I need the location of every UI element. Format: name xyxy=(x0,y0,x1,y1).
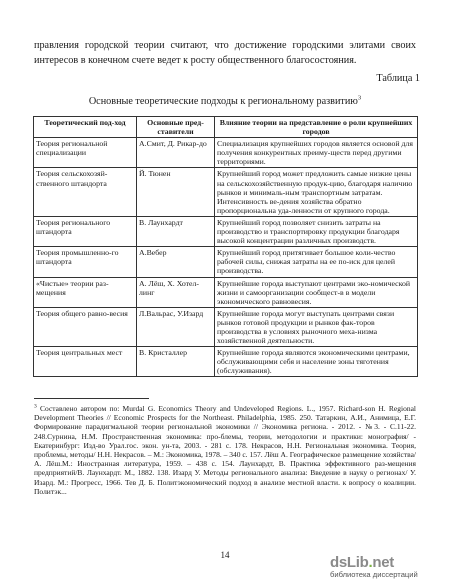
table-caption-text: Основные теоретические подходы к региональному развитию xyxy=(88,96,358,107)
cell-representatives: А.Вебер xyxy=(137,247,215,277)
cell-approach: Теория центральных мест xyxy=(34,347,137,377)
cell-approach: Теория общего равно-весия xyxy=(34,307,137,346)
dslib-logo: dsLib.net xyxy=(330,554,394,571)
table-row xyxy=(34,347,418,377)
header-influence: Влияние теории на представление о роли крупнейших городов xyxy=(215,117,418,138)
cell-representatives: А.Смит, Д. Рикар-до xyxy=(137,138,215,168)
dslib-tagline: библиотека диссертаций xyxy=(330,570,418,579)
cell-approach: Теория регионального штандорта xyxy=(34,216,137,246)
cell-influence: Крупнейшие города являются экономическими центрами, обслуживающими себя и население зоны тяготения (обслуживания). xyxy=(215,347,418,377)
cell-influence: Крупнейший город притягивает большое коли-чество рабочей силы, снижая затраты на ее по-иск для целей производства. xyxy=(215,247,418,277)
table-row xyxy=(34,277,418,307)
footnote-ref: 3 xyxy=(34,403,37,410)
table-row xyxy=(34,247,418,277)
table-number: Таблица 1 xyxy=(376,73,420,84)
cell-influence: Крупнейшие города выступают центрами эко-номической жизни и самоорганизации сообщест-в в модели экономического равновесия. xyxy=(215,277,418,307)
theories-table xyxy=(33,116,418,377)
cell-approach: Теория промышленно-го штандорта xyxy=(34,247,137,277)
cell-representatives: В. Лаунхардт xyxy=(137,216,215,246)
table-caption xyxy=(0,95,450,108)
body-paragraph: правления городской теории считают, что достижение городскими элитами своих интересов в конечном счете ведет к росту общественного благосостояния. xyxy=(34,40,416,66)
table-caption-footnote-ref[interactable]: 3 xyxy=(357,94,362,102)
table-row xyxy=(34,168,418,216)
cell-influence: Крупнейший город может предложить самые низкие цены на сельскохозяйственную продук-цию, благодаря наличию рынков и минималь-ным транспортным затратам. Интенсивность ве-дения хозяйства обратно пропорциональна уда-ленности от крупного города. xyxy=(215,168,418,216)
dslib-watermark[interactable] xyxy=(326,554,444,580)
cell-influence: Крупнейший город позволяет снизить затраты на производство и транспортировку продукции благодаря высокой концентрации различных производств. xyxy=(215,216,418,246)
table-row xyxy=(34,307,418,346)
header-representatives: Основные пред-ставители xyxy=(137,117,215,138)
header-approach: Теоретический под-ход xyxy=(34,117,137,138)
cell-influence: Крупнейшие города могут выступать центрами связи рынков готовой продукции и рынков фак-торов производства в условиях рыночного меха-низма хозяйственной деятельности. xyxy=(215,307,418,346)
footnote xyxy=(34,404,416,496)
footnote-divider xyxy=(34,398,149,399)
cell-representatives: Й. Тюнен xyxy=(137,168,215,216)
page-number: 14 xyxy=(220,550,230,560)
table-row xyxy=(34,138,418,168)
cell-representatives: В. Кристаллер xyxy=(137,347,215,377)
cell-approach: Теория региональной специализации xyxy=(34,138,137,168)
cell-representatives: Л.Вальрас, У.Изард xyxy=(137,307,215,346)
cell-approach: Теория сельскохозяй-ственного штандорта xyxy=(34,168,137,216)
table-row xyxy=(34,216,418,246)
table-header-row xyxy=(34,117,418,138)
footnote-text: Составлено автором по: Murdal G. Economics Theory and Undeveloped Regions. L., 1957. Richard-son H. Regional Development Theories // Economic Prospects for the Northeast. Philadelphia, 1985. 250. Татаркин, А.И., Анимица, Е.Г. Формирование парадигмальной теории региональной экономики // Экономика региона. - 2012. - №3. - С.11-22. 248.Сурнина, Н.М. Пространственная экономика: про-блемы, теории, методологии и практики: монография/ - Екатеринбург: Изд-во Урал.гос. экон. ун-та, 2003. - 281 с. 178. Некрасов, Н.Н. Региональная экономика. Теория, проблемы, методы/ Н.Н. Некрасов. – М.: Экономика, 1978. – 340 с. 157. Лёш А. Географическое размещение хозяйства/ А. Лёш.М.: Иностранная литература, 1959. – 438 с. 154. Лаунхардт, В. Практика эффективного раз-мещения предприятий/В. Лаунхардт. М., 1882. 138. Изард У. Методы регионального анализа: Введение в науку о регионах/ У. Изард. М.: Прогресс, 1966. Тев Д. Б. Политэкономический подход в анализе местной власти. к вопросу о коалиции. Политэк... xyxy=(34,404,417,496)
cell-representatives: А. Лёш, Х. Хотел-линг xyxy=(137,277,215,307)
cell-influence: Специализация крупнейших городов является основой для получения конкурентных преиму-ществ перед другими территориями. xyxy=(215,138,418,168)
cell-approach: «Чистые» теории раз-мещения xyxy=(34,277,137,307)
